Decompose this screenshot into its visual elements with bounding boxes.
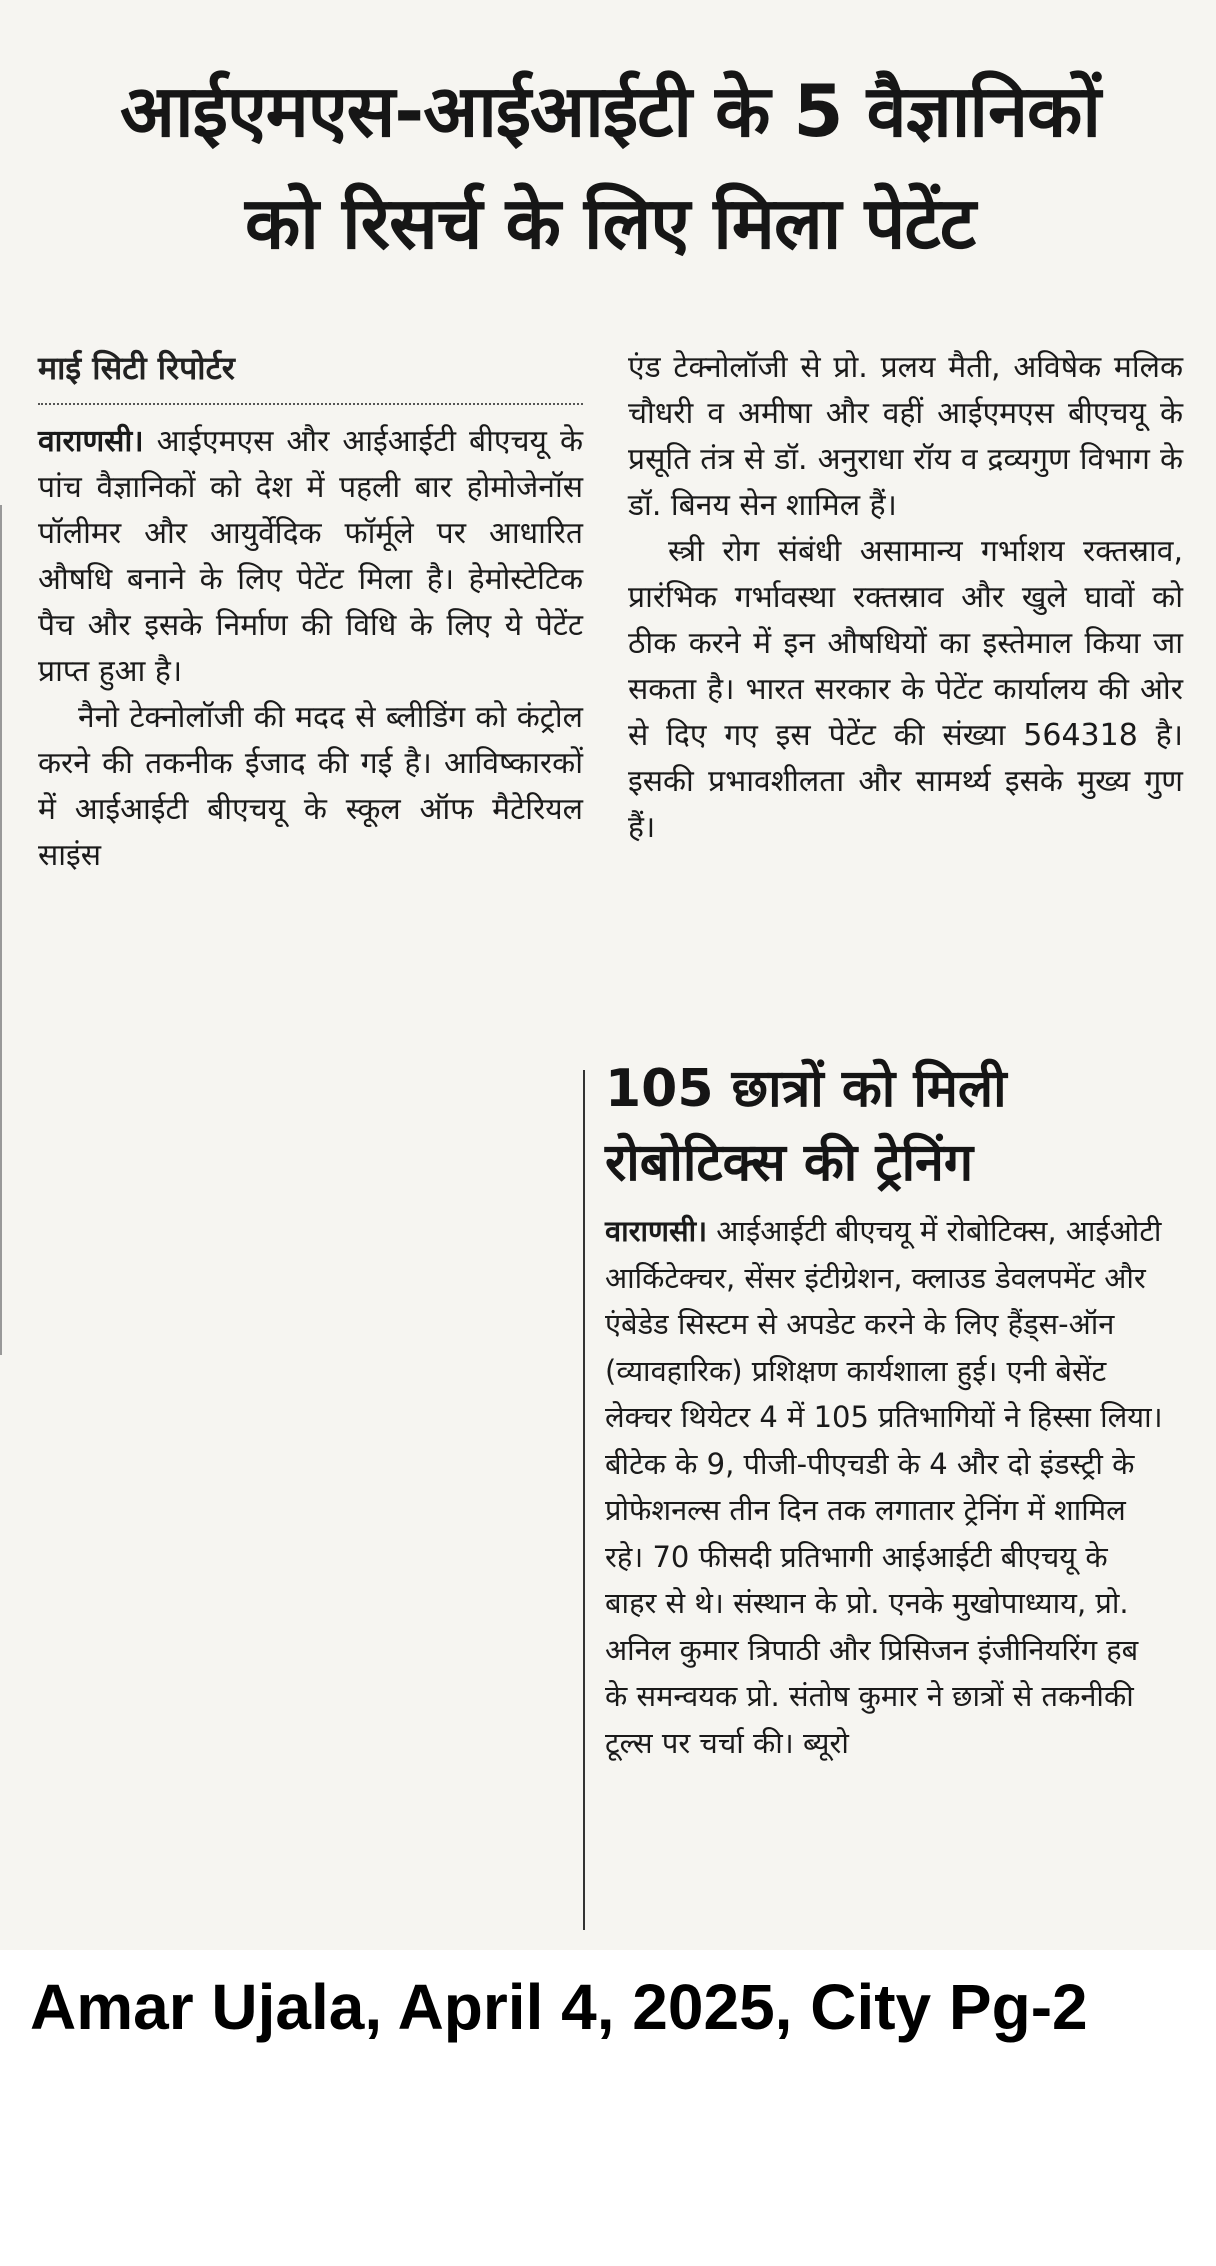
- story2-body: [605, 1208, 1165, 1766]
- story2-dateline: वाराणसी।: [605, 1214, 708, 1248]
- story1-paragraph-4: स्त्री रोग संबंधी असामान्य गर्भाशय रक्तस्राव, प्रारंभिक गर्भावस्था रक्तस्राव और खुले घावों को ठीक करने में इन औषधियों का इस्तेमाल किया जा सकता है। भारत सरकार के पेटेंट कार्यालय की ओर से दिए गए इस पेटेंट की संख्या 564318 है। इसकी प्रभावशीलता और सामर्थ्य इसके मुख्य गुण हैं।: [628, 534, 1183, 845]
- story1-paragraph-1: [38, 419, 583, 695]
- page-edge-rule: [0, 505, 2, 1355]
- byline: माई सिटी रिपोर्टर: [38, 345, 583, 405]
- story2-headline: 105 छात्रों को मिली रोबोटिक्स की ट्रेनिंग: [605, 1059, 1007, 1193]
- headline-line-1: आईएमएस-आईआईटी के 5 वैज्ञानिकों: [120, 69, 1100, 153]
- headline-line-2: को रिसर्च के लिए मिला पेटेंट: [245, 181, 975, 265]
- story1-dateline: वाराणसी।: [38, 424, 144, 459]
- story2-divider-rule: [583, 1070, 585, 1930]
- story1-paragraph-3: एंड टेक्नोलॉजी से प्रो. प्रलय मैती, अविषेक मलिक चौधरी व अमीषा और वहीं आईएमएस बीएचयू के प्रसूति तंत्र से डॉ. अनुराधा रॉय व द्रव्यगुण विभाग के डॉ. बिनय सेन शामिल हैं।: [628, 350, 1183, 523]
- source-caption: Amar Ujala, April 4, 2025, City Pg-2: [30, 1971, 1088, 2043]
- story1-paragraph-1-text: आईएमएस और आईआईटी बीएचयू के पांच वैज्ञानिकों को देश में पहली बार होमोजेनॉस पॉलीमर और आयुर्वेदिक फॉर्मूले पर आधारित औषधि बनाने के लिए पेटेंट मिला है। हेमोस्टेटिक पैच और इसके निर्माण की विधि के लिए ये पेटेंट प्राप्त हुआ है।: [38, 424, 583, 689]
- story1-left-column: [38, 345, 583, 879]
- story1-paragraph-2: नैनो टेक्नोलॉजी की मदद से ब्लीडिंग को कंट्रोल करने की तकनीक ईजाद की गई है। आविष्कारकों में आईआईटी बीएचयू के स्कूल ऑफ मैटेरियल साइंस: [38, 700, 583, 873]
- story2: [605, 1052, 1165, 1766]
- main-headline: [20, 55, 1200, 279]
- story1-right-column: [628, 345, 1183, 851]
- story2-body-text: आईआईटी बीएचयू में रोबोटिक्स, आईओटी आर्किटेक्चर, सेंसर इंटीग्रेशन, क्लाउड डेवलपमेंट और एंबेडेड सिस्टम से अपडेट करने के लिए हैंड्स-ऑन (व्यावहारिक) प्रशिक्षण कार्यशाला हुई। एनी बेसेंट लेक्चर थियेटर 4 में 105 प्रतिभागियों ने हिस्सा लिया। बीटेक के 9, पीजी-पीएचडी के 4 और दो इंडस्ट्री के प्रोफेशनल्स तीन दिन तक लगातार ट्रेनिंग में शामिल रहे। 70 फीसदी प्रतिभागी आईआईटी बीएचयू के बाहर से थे। संस्थान के प्रो. एनके मुखोपाध्याय, प्रो. अनिल कुमार त्रिपाठी और प्रिसिजन इंजीनियरिंग हब के समन्वयक प्रो. संतोष कुमार ने छात्रों से तकनीकी टूल्स पर चर्चा की। ब्यूरो: [605, 1214, 1163, 1760]
